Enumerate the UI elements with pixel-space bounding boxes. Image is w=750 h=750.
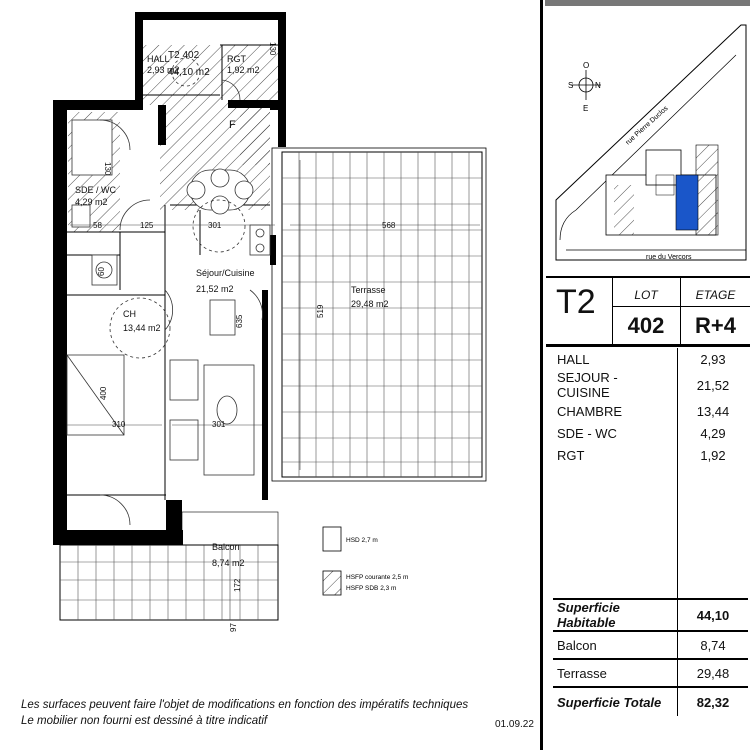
- compass-north: N: [595, 81, 601, 90]
- ch-label: CH: [123, 309, 136, 319]
- sde-label: SDE / WC: [75, 185, 117, 195]
- header-divider-3: [612, 306, 750, 307]
- lot-value: 402: [627, 313, 665, 338]
- balcon-area: 8,74 m2: [212, 558, 245, 568]
- dim-58: 58: [93, 221, 102, 230]
- hall-label: HALL: [147, 54, 170, 64]
- balcon-label: Balcon: [553, 631, 678, 659]
- room-value: 2,93: [700, 351, 726, 367]
- room-name: SEJOUR - CUISINE: [553, 370, 678, 400]
- rgt-label: RGT: [227, 54, 246, 64]
- dim-125: 125: [140, 221, 154, 230]
- dim-172: 172: [233, 578, 242, 592]
- hall-area: 2,93 m2: [147, 65, 180, 75]
- terrace-grid: [272, 148, 486, 481]
- dim-635: 635: [235, 314, 244, 328]
- dim-f: F: [229, 119, 236, 131]
- room-name: HALL: [553, 348, 678, 370]
- room-value: 1,92: [700, 447, 726, 463]
- table-row: [553, 422, 748, 444]
- dim-301-b: 301: [212, 420, 226, 429]
- terrasse-row: [553, 659, 748, 687]
- dim-130-b: 130: [103, 162, 112, 176]
- habitable-value: 44,10: [678, 599, 749, 631]
- dim-97: 97: [229, 623, 238, 632]
- room-name: RGT: [553, 444, 678, 466]
- room-value: 21,52: [696, 377, 730, 393]
- compass-west: O: [583, 61, 590, 70]
- empty-row: [553, 466, 748, 488]
- etage-label: ETAGE: [695, 288, 736, 302]
- balcon-row: [553, 631, 748, 659]
- sde-area: 4,29 m2: [75, 197, 108, 207]
- terrasse-area: 29,48 m2: [351, 299, 389, 309]
- dim-310: 310: [112, 420, 126, 429]
- compass-south: S: [568, 81, 574, 90]
- room-value: 13,44: [696, 403, 730, 419]
- balcon-label: Balcon: [212, 542, 240, 552]
- dim-568: 568: [382, 221, 396, 230]
- totale-label: Superficie Totale: [553, 687, 678, 716]
- etage-value: R+4: [695, 313, 736, 338]
- location-map: [546, 15, 750, 270]
- terrasse-label: Terrasse: [553, 659, 678, 687]
- panel-left-border: [540, 0, 543, 750]
- table-row: [553, 400, 748, 422]
- table-row: [553, 370, 748, 400]
- footer-note-2: Le mobilier non fourni est dessiné à titre indicatif: [21, 715, 268, 727]
- room-name: SDE - WC: [553, 422, 678, 444]
- panel-top-strip: [545, 0, 750, 6]
- surface-table: [553, 348, 748, 716]
- terrasse-label: Terrasse: [351, 285, 386, 295]
- street-vercors: rue du Vercors: [646, 254, 692, 261]
- empty-row: [553, 532, 748, 554]
- panel-divider-2: [546, 344, 750, 347]
- table-row: [553, 348, 748, 370]
- terrasse-value: 29,48: [678, 659, 749, 687]
- totale-row: [553, 687, 748, 716]
- habitable-row: [553, 599, 748, 631]
- empty-row: [553, 510, 748, 532]
- habitable-label: Superficie Habitable: [553, 599, 678, 631]
- height-legend: [323, 527, 408, 595]
- unit-area: 44,10 m2: [168, 67, 210, 78]
- dim-60: 60: [97, 267, 106, 276]
- totale-value: 82,32: [678, 687, 749, 716]
- balcon-value: 8,74: [678, 631, 749, 659]
- panel-divider-1: [546, 276, 750, 278]
- dim-400: 400: [99, 386, 108, 400]
- dim-301-a: 301: [208, 221, 222, 230]
- room-name: CHAMBRE: [553, 400, 678, 422]
- building-footprint: [606, 145, 718, 235]
- ch-area: 13,44 m2: [123, 323, 161, 333]
- room-value: 4,29: [700, 425, 726, 441]
- empty-row: [553, 554, 748, 576]
- dim-130-a: 130: [268, 42, 277, 56]
- empty-row: [553, 576, 748, 599]
- sejour-area: 21,52 m2: [196, 284, 234, 294]
- lot-label: LOT: [634, 288, 658, 302]
- legend-hsd: HSD 2,7 m: [346, 537, 378, 544]
- compass-east: E: [583, 104, 589, 113]
- footer-note-1: Les surfaces peuvent faire l'objet de modifications en fonction des impératifs techniques: [21, 699, 469, 711]
- legend-hsfp-courante: HSFP courante 2,5 m: [346, 574, 409, 581]
- empty-row: [553, 488, 748, 510]
- rgt-area: 1,92 m2: [227, 65, 260, 75]
- footer-date: 01.09.22: [495, 719, 534, 730]
- dim-519: 519: [316, 304, 325, 318]
- apartment-type: T2: [556, 283, 596, 321]
- street-pierre-duclos: rue Pierre Duclos: [624, 105, 670, 147]
- legend-hsfp-sdb: HSFP SDB 2,3 m: [346, 585, 397, 592]
- unit-label: T2 402: [168, 50, 200, 61]
- table-row: [553, 444, 748, 466]
- sejour-label: Séjour/Cuisine: [196, 268, 255, 278]
